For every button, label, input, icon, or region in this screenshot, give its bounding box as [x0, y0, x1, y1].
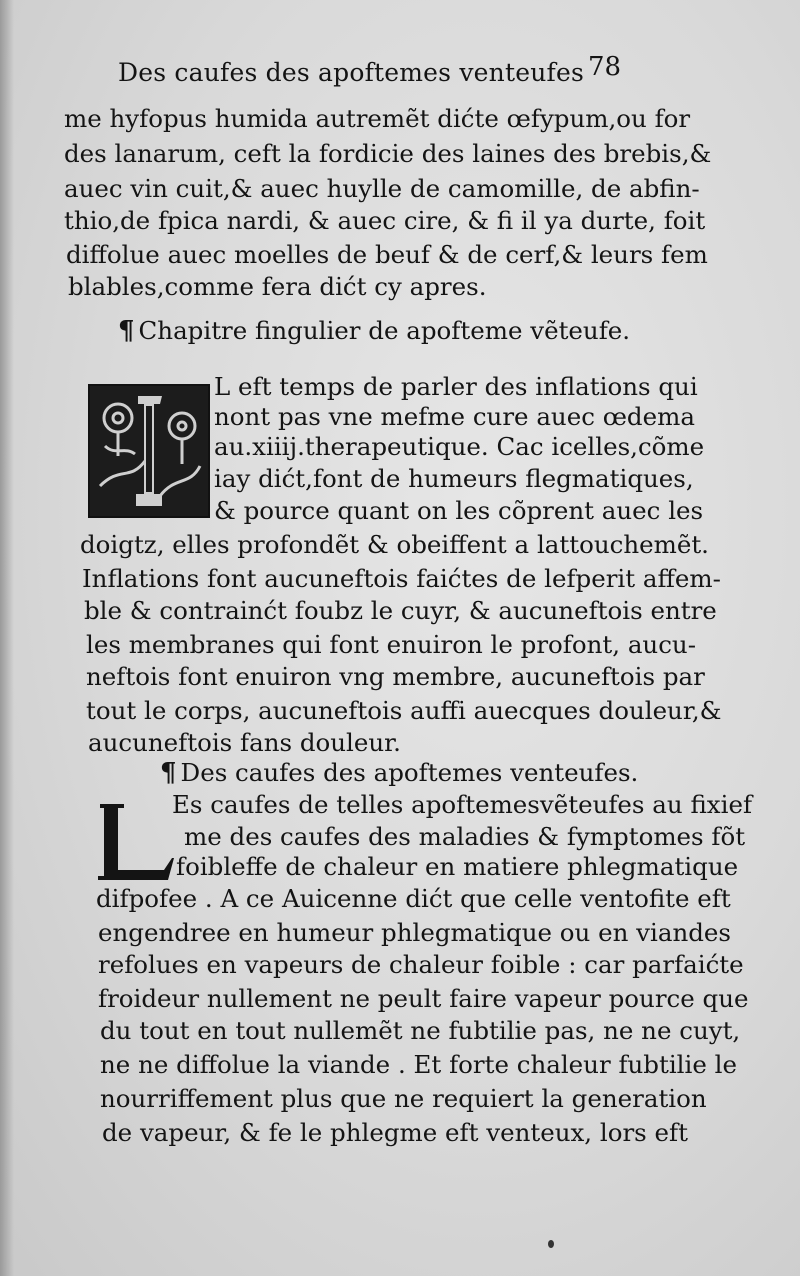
- text-line: les membranes qui font enuiron le profont, aucu-: [86, 630, 696, 659]
- text-line: Inflations font aucuneftois faićtes de lefperit affem-: [82, 564, 721, 593]
- text-line: & pource quant on les cõprent auec les: [214, 496, 704, 525]
- floral-ornament-icon: [90, 386, 208, 516]
- initial-l-glyph: [94, 800, 174, 882]
- text-line: tout le corps, aucuneftois auffi auecques douleur,&: [86, 696, 722, 725]
- chapter-heading: [118, 316, 630, 346]
- text-line: refolues en vapeurs de chaleur foible : car parfaićte: [98, 950, 744, 979]
- paragraph-mark-icon: ¶: [160, 758, 177, 788]
- text-line: aucuneftois fans douleur.: [88, 728, 401, 757]
- decorated-initial-i: [88, 384, 210, 518]
- text-line: de vapeur, & fe le phlegme eft venteux, lors eft: [102, 1118, 688, 1147]
- page-header: [118, 52, 638, 92]
- text-line: auec vin cuit,& auec huylle de camomille, de abfin-: [64, 174, 700, 203]
- text-line: Es caufes de telles apoftemesvẽteufes au fixief: [172, 790, 753, 819]
- paragraph-mark-icon: ¶: [118, 316, 135, 346]
- text-line: des lanarum, ceft la fordicie des laines des brebis,&: [64, 139, 712, 168]
- text-line: froideur nullement ne peult faire vapeur pource que: [98, 984, 749, 1013]
- ink-speck: [548, 1240, 554, 1248]
- text-line: neftois font enuiron vng membre, aucuneftois par: [86, 662, 705, 691]
- text-line: nont pas vne mefme cure auec œdema: [214, 402, 695, 431]
- page-number: 78: [588, 52, 622, 82]
- text-line: au.xiiij.therapeutique. Cac icelles,cõme: [214, 432, 705, 461]
- text-line: du tout en tout nullemẽt ne fubtilie pas, ne ne cuyt,: [100, 1016, 741, 1045]
- text-line: me hyfopus humida autremẽt dićte œfypum,ou for: [64, 104, 691, 133]
- page-gutter-shadow: [0, 0, 14, 1276]
- text-line: me des caufes des maladies & fymptomes fõt: [184, 822, 746, 851]
- text-line: foibleffe de chaleur en matiere phlegmatique: [176, 852, 739, 881]
- text-line: nourriffement plus que ne requiert la generation: [100, 1084, 707, 1113]
- section-heading-text: Des caufes des apoftemes venteufes.: [180, 758, 639, 787]
- text-line: doigtz, elles profondẽt & obeiffent a lattouchemẽt.: [80, 530, 709, 559]
- text-line: difpofee . A ce Auicenne dićt que celle ventofite eft: [96, 884, 731, 913]
- text-line: ne ne diffolue la viande . Et forte chaleur fubtilie le: [100, 1050, 737, 1079]
- text-line: thio,de fpica nardi, & auec cire, & fi il ya durte, foit: [64, 206, 706, 235]
- running-head: Des caufes des apoftemes venteufes: [118, 58, 584, 87]
- text-line: iay dićt,font de humeurs flegmatiques,: [214, 464, 694, 493]
- text-line: ble & contrainćt foubz le cuyr, & aucuneftois entre: [84, 596, 717, 625]
- text-line: engendree en humeur phlegmatique ou en viandes: [98, 918, 732, 947]
- text-line: blables,comme fera dićt cy apres.: [68, 272, 487, 301]
- section-heading: [160, 758, 638, 788]
- text-line: diffolue auec moelles de beuf & de cerf,& leurs fem: [66, 240, 708, 269]
- text-line: L eft temps de parler des inflations qui: [214, 372, 698, 401]
- large-initial-l: [94, 800, 174, 882]
- chapter-heading-text: Chapitre fingulier de apofteme vẽteufe.: [138, 316, 631, 345]
